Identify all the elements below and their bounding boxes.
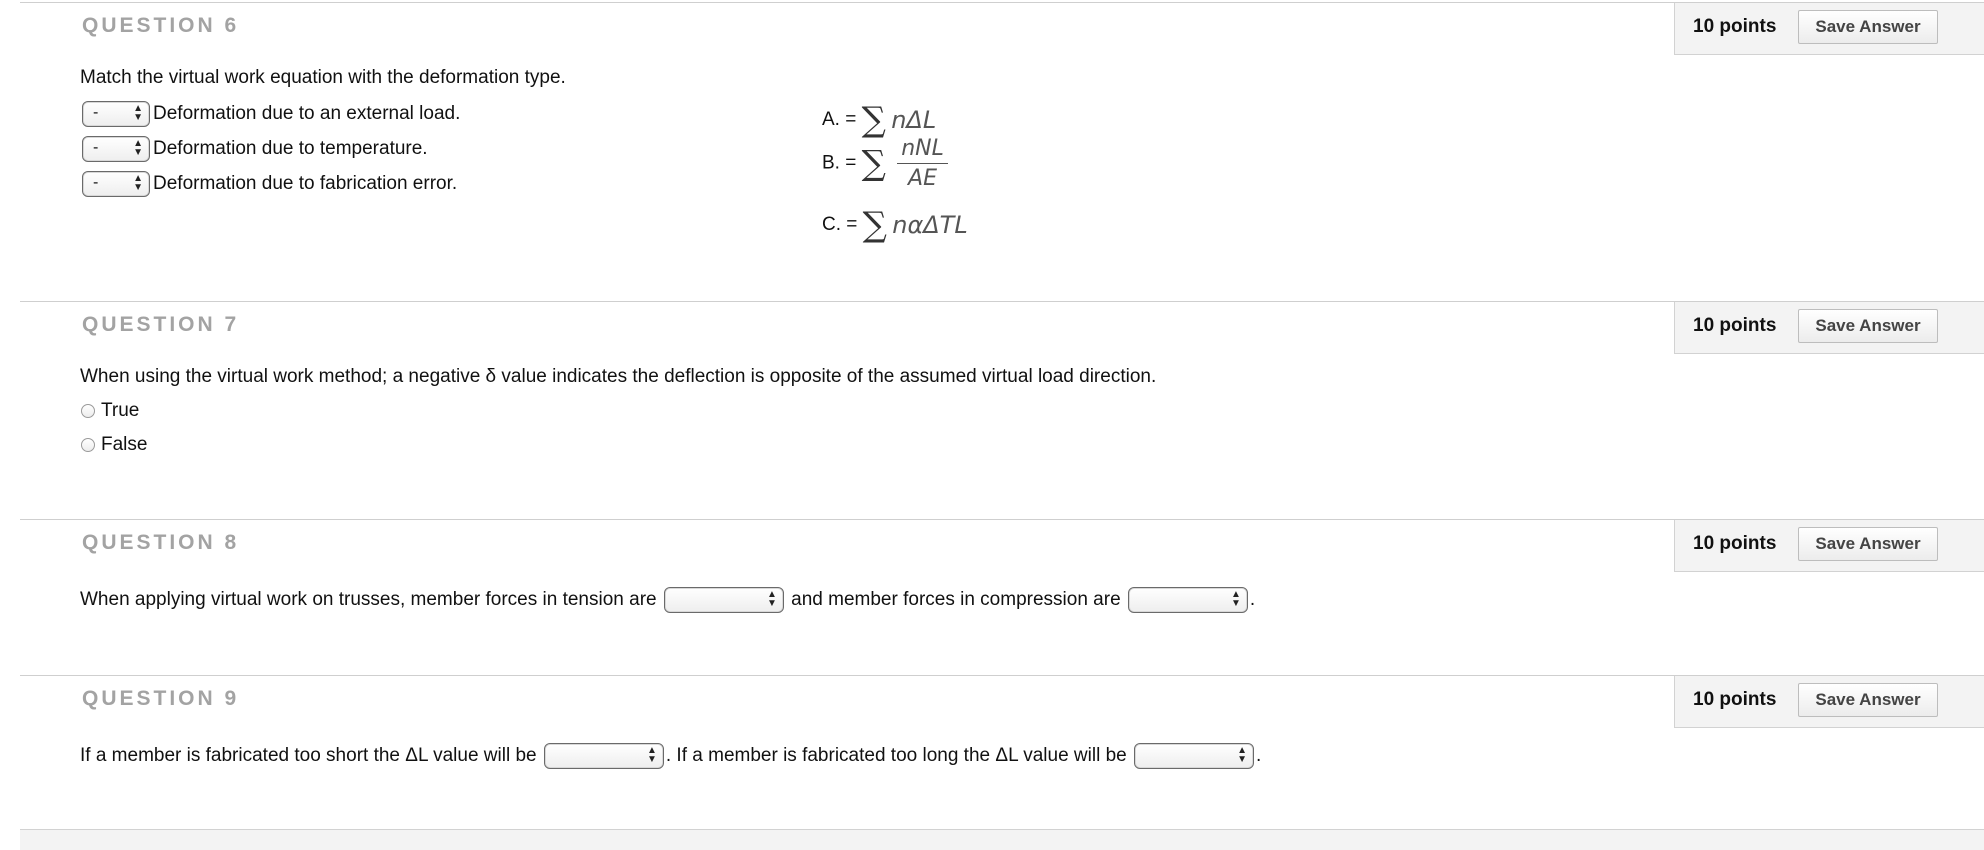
too-long-select[interactable] [1134,743,1254,769]
save-answer-button[interactable]: Save Answer [1798,10,1938,44]
radio-button[interactable] [81,438,95,452]
select-arrows-icon: ▲ ▼ [133,103,143,123]
match-row-external-load [82,101,460,129]
answer-a [822,100,936,140]
select-value: - [93,174,99,191]
match-label: Deformation due to temperature. [153,138,428,159]
question-9-sentence [80,743,1261,769]
save-answer-button[interactable]: Save Answer [1798,683,1938,717]
select-arrows-icon: ▲ ▼ [133,173,143,193]
question-7 [20,301,1984,519]
sigma-icon: ∑ [862,205,887,245]
compression-select[interactable] [1128,587,1248,613]
points-panel [1674,676,1984,728]
question-7-prompt: When using the virtual work method; a negative δ value indicates the deflection is opposite of the assumed virtual load direction. [80,366,1157,387]
answer-equals: = [846,214,858,236]
match-row-temperature [82,136,428,164]
match-select[interactable] [82,136,150,162]
points-panel [1674,302,1984,354]
save-answer-button[interactable]: Save Answer [1798,309,1938,343]
sentence-part: . If a member is fabricated too long the ΔL value will be [665,745,1127,767]
select-arrows-icon: ▲ ▼ [646,745,657,765]
answer-letter: A. [822,109,840,131]
answer-fraction [897,136,948,191]
answer-letter: B. [822,152,840,174]
answer-expression: nΔL [891,106,937,134]
match-label: Deformation due to fabrication error. [153,173,458,194]
points-label: 10 points [1693,16,1777,37]
answer-equals: = [845,109,857,131]
fraction-denominator: AE [908,166,937,191]
select-value: - [93,104,99,121]
points-label: 10 points [1693,689,1777,710]
save-answer-button[interactable]: Save Answer [1798,527,1938,561]
sigma-icon: ∑ [861,100,886,140]
select-arrows-icon: ▲ ▼ [766,589,777,609]
question-title: QUESTION 6 [82,14,240,37]
match-select[interactable] [82,101,150,127]
match-row-fabrication-error [82,171,457,199]
sentence-part: and member forces in compression are [791,589,1121,611]
option-label: False [101,434,148,455]
answer-equals: = [845,152,857,174]
match-select[interactable] [82,171,150,197]
sentence-part: If a member is fabricated too short the ΔL value will be [80,745,537,767]
next-section-bar [20,829,1984,850]
question-6-prompt: Match the virtual work equation with the deformation type. [80,67,566,88]
option-label: True [101,400,140,421]
answer-b [822,136,948,191]
question-title: QUESTION 9 [82,687,240,710]
select-value: - [93,139,99,156]
option-false[interactable] [103,434,147,456]
question-8-sentence [80,587,1255,613]
points-panel [1674,3,1984,55]
tension-select[interactable] [664,587,784,613]
option-true[interactable] [103,400,139,422]
sentence-part: When applying virtual work on trusses, member forces in tension are [80,589,657,611]
points-label: 10 points [1693,315,1777,336]
sentence-end: . [1256,745,1262,767]
select-arrows-icon: ▲ ▼ [133,138,143,158]
match-label: Deformation due to an external load. [153,103,461,124]
answer-expression: nαΔTL [892,211,968,239]
answer-letter: C. [822,214,841,236]
sigma-icon: ∑ [861,143,886,184]
select-arrows-icon: ▲ ▼ [1231,589,1241,609]
answer-c [822,205,968,245]
points-label: 10 points [1693,533,1777,554]
fraction-numerator: nNL [897,136,948,164]
points-panel [1674,520,1984,572]
question-title: QUESTION 8 [82,531,240,554]
radio-button[interactable] [81,404,95,418]
question-title: QUESTION 7 [82,313,240,336]
too-short-select[interactable] [544,743,664,769]
sentence-end: . [1249,589,1256,611]
select-arrows-icon: ▲ ▼ [1237,745,1247,765]
